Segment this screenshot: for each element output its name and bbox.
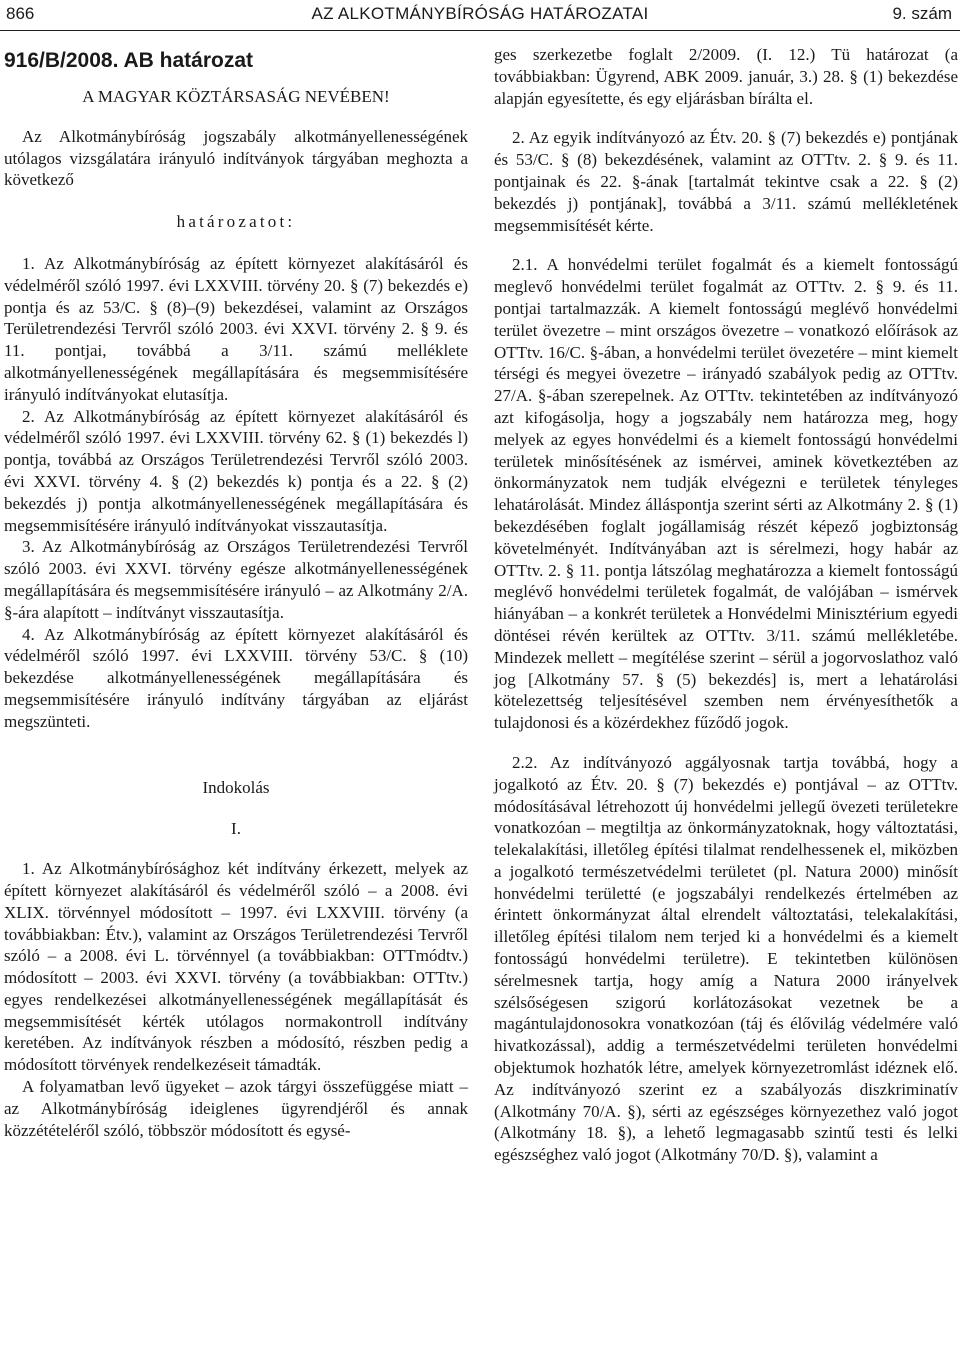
issue-number: 9. szám (892, 4, 952, 23)
right-paragraph-4: 2.2. Az indítványozó aggályosnak tartja továbbá, hogy a jogalkotó az Étv. 20. § (7) bekezdés e) pontjával – az OTTtv. módosításával létrehozott új honvédelmi jellegű övezeti területekre vonatkozóan – megtiltja az önkormányzatoknak, hogy változtatási, telekalakítási, illetőleg építési tilalmat rendelhessenek el, miközben a jogalkotó természetvédelmi területet (pl. Natura 2000) minősít honvédelmi területté (e jogszabályi rendelkezés értelmében az érintett önkormányzat által elrendelt változtatási, telekalakítási, illetőleg építési tilalom nem terjed ki a honvédelmi és a kiemelt fontosságú honvédelmi területre). E tekintetben különösen sérelmesnek tartja, hogy amíg a Natura 2000 irányelvek szélsőségesen szigorú korlátozásokat vezetnek be a magántulajdonosokra vonatkozóan (táj és élővilág védelmére való hivatkozással), addig a természetvédelmi területen honvédelmi objektumok hozhatók létre, amelyek környezetromlást idéznek elő. Az indítványozó szerint ez a szabályozás diszkriminatív (Alkotmány 70/A. §), sérti az egészséges környezethez való jogot (Alkotmány 18. §), a lehető legmagasabb szintű testi és lelki egészséghez való jogot (Alkotmány 70/D. §), valamint a (494, 752, 958, 1165)
page-number: 866 (6, 4, 35, 23)
right-column (494, 44, 958, 1166)
reasoning-paragraph-1: 1. Az Alkotmánybírósághoz két indítvány érkezett, melyek az épített környezet alakításáról és védelméről szóló – a 2008. évi XLIX. törvénnyel módosított – 1997. évi LXXVIII. törvény (a továbbiakban: Étv.), valamint az Országos Területrendezési Tervről szóló – a 2008. évi L. törvénnyel (a továbbiakban: OTTmódtv.) módosított – 2003. évi XXVI. törvény (a továbbiakban: OTTtv.) egyes rendelkezései alkotmányellenességének megállapítását és megsemmisítését kérték utólagos normakontroll indítvány keretében. Az indítványok részben a módosító, részben pedig a módosított törvények rendelkezéseit támadták. (4, 859, 468, 1075)
resolution-item-4: 4. Az Alkotmánybíróság az épített környezet alakításáról és védelméről szóló 1997. évi LXXVIII. törvény 53/C. § (10) bekezdése alkotmányellenességének megállapítására és megsemmisítésére irányuló indítvány tárgyában az eljárást megszünteti. (4, 624, 468, 731)
resolution-item-2: 2. Az Alkotmánybíróság az épített környezet alakításáról és védelméről szóló 1997. évi LXXVIII. törvény 62. § (1) bekezdés l) pontja, továbbá az Országos Területrendezési Tervről szóló 2003. évi XXVI. törvény 4. § (2) bekezdés k) pontja és a 22. § (2) bekezdés j) pontja alkotmányellenességének megállapítására és megsemmisítésére irányuló indítványokat visszautasítja. (4, 406, 468, 535)
section-heading: I. (231, 819, 241, 839)
in-the-name-line: A MAGYAR KÖZTÁRSASÁG NEVÉBEN! (82, 87, 390, 106)
resolution-item-3: 3. Az Alkotmánybíróság az Országos Területrendezési Tervről szóló 2003. évi XXVI. törvény egésze alkotmányellenességének megállapítására és megsemmisítésére irányuló – az Alkotmány 2/A. §-ára alapított – indítványt visszautasítja. (4, 537, 468, 622)
right-paragraph-3: 2.1. A honvédelmi terület fogalmát és a kiemelt fontosságú meglevő honvédelmi terület fogalmát az OTTtv. 2. § 9. és 11. pontjai tartalmazzák. A kiemelt fontosságú meglévő honvédelmi terület övezetre – mint országos övezetre – vonatkozó előírások az OTTtv. 16/C. §-ában, a honvédelmi terület övezetére – mint kiemelt térségi és megyei övezetre – irányadó szabályok pedig az OTTtv. 27/A. §-ában szerepelnek. Az OTTtv. tekintetében az indítványozó azt kifogásolja, hogy a jogszabály nem határozza meg, hogy melyek az egyes honvédelmi és a kiemelt fontosságú honvédelmi területek minősítésének az ismérvei, aminek következtében az önkormányzatok nem tudják elvégezni e területek tényleges lehatárolását. Mindez álláspontja szerint sérti az Alkotmány 2. § (1) bekezdésében foglalt jogállamiság részét képező jogbiztonság követelményét. Indítványában azt is sérelmezi, hogy habár az OTTtv. 2. § 11. pontja látszólag meghatározza a kiemelt fontosságú meglévő honvédelmi területek fogalmát, de valójában – ismérvek hiányában – a konkrét területek a Honvédelmi Minisztérium egyedi döntései révén kerültek az OTTtv. 3/11. számú mellékletébe. Mindezek mellett – megítélése szerint – sérül a jogorvoslathoz való jog [Alkotmány 57. § (5) bekezdés] is, mert a lehatárolási kötelezettség teljesítésével szemben nem érvényesíthetők a tulajdonosi és a közérdekhez fűződő jogok. (494, 255, 958, 733)
left-column (4, 44, 468, 1141)
right-paragraph-2: 2. Az egyik indítványozó az Étv. 20. § (7) bekezdés e) pontjának és 53/C. § (8) bekezdésének, valamint az OTTtv. 2. § 9. és 11. pontjainak és 22. §-ának [tartalmát tekintve csak a 22. § (2) bekezdés j) pontjának], továbbá a 3/11. számú mellékletének megsemmisítését kérte. (494, 128, 958, 235)
header-rule (0, 30, 960, 31)
resolution-item-1: 1. Az Alkotmánybíróság az épített környezet alakításáról és védelméről szóló 1997. évi LXXVIII. törvény 20. § (7) bekezdés e) pontja és az 53/C. § (8)–(9) bekezdései, valamint az Országos Területrendezési Tervről szóló 2003. évi XXVI. törvény 2. § 9. és 11. pontjai, továbbá a 3/11. számú melléklete alkotmányellenességének megállapítására és megsemmisítésére irányuló indítványokat elutasítja. (4, 253, 468, 404)
reasoning-heading: Indokolás (202, 777, 270, 797)
intro-paragraph: Az Alkotmánybíróság jogszabály alkotmányellenességének utólagos vizsgálatára irányuló indítványok tárgyában meghozta a következő (4, 126, 468, 190)
page-header (0, 0, 960, 34)
reasoning-paragraph-2: A folyamatban levő ügyeket – azok tárgyi összefüggése miatt – az Alkotmánybíróság ideiglenes ügyrendjéről és annak közzétételéről szóló, többször módosított és egysé- (4, 1077, 468, 1140)
resolution-word: határozatot: (176, 212, 296, 232)
right-paragraph-1: ges szerkezetbe foglalt 2/2009. (I. 12.) Tü határozat (a továbbiakban: Ügyrend, ABK 2009. január, 3.) 28. § (1) bekezdése alapján egyesítette, és egy eljárásban bírálta el. (494, 45, 958, 108)
publication-title: AZ ALKOTMÁNYBÍRÓSÁG HATÁROZATAI (311, 4, 649, 23)
case-title: 916/B/2008. AB határozat (4, 49, 253, 72)
